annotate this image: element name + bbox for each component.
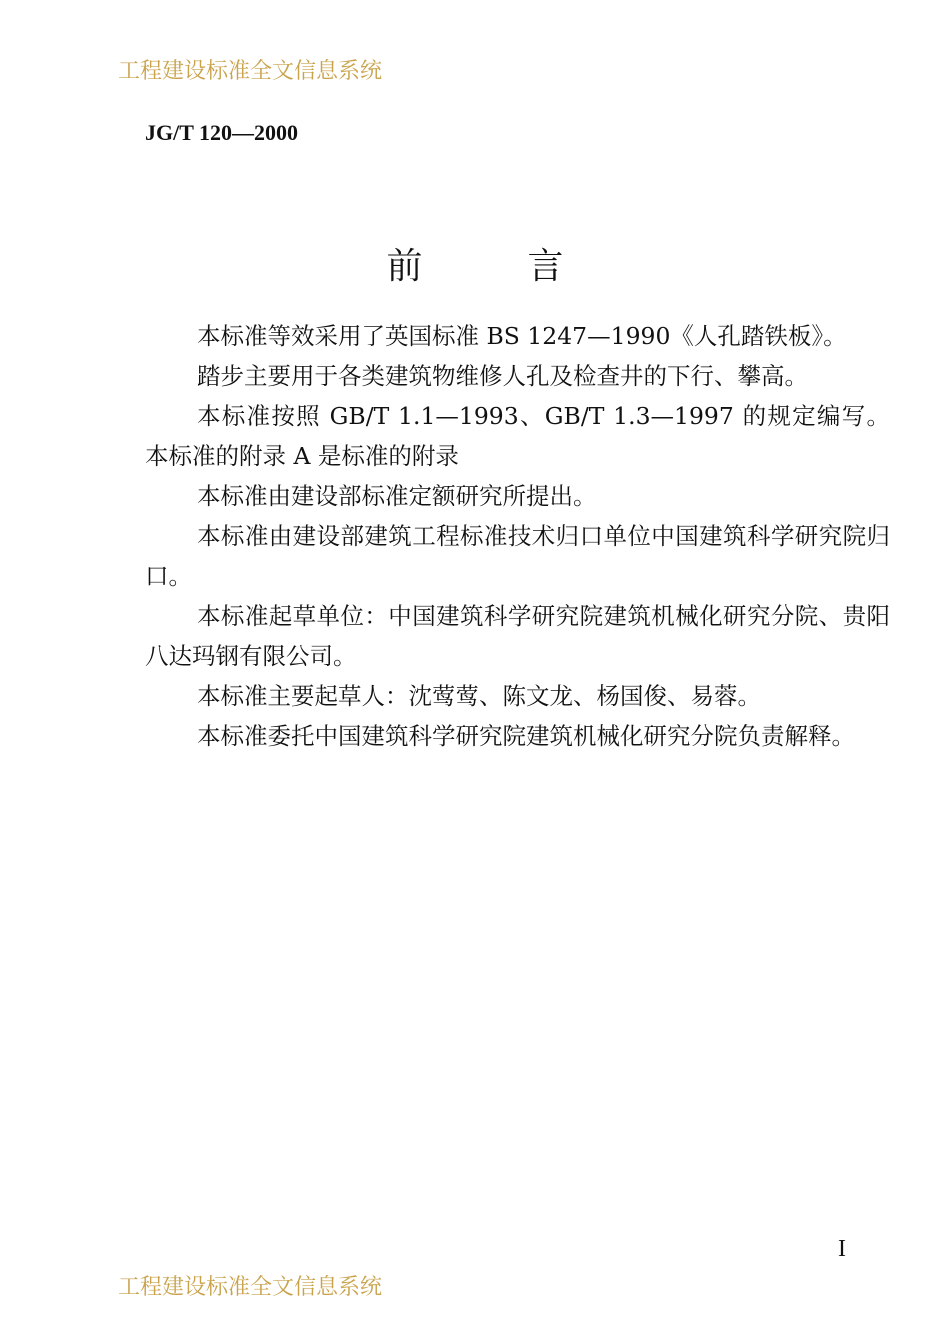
page-number: I xyxy=(838,1236,846,1262)
paragraph: 本标准主要起草人：沈莺莺、陈文龙、杨国俊、易蓉。 xyxy=(197,682,761,710)
title-char-1: 前 xyxy=(386,246,423,287)
preface-body xyxy=(145,316,890,756)
watermark-bottom: 工程建设标准全文信息系统 xyxy=(118,1275,383,1300)
title-char-2: 言 xyxy=(527,246,564,287)
watermark-top: 工程建设标准全文信息系统 xyxy=(118,59,383,84)
paragraph: 本标准按照 GB/T 1.1—1993、GB/T 1.3—1997 的规定编写。本标准的附录 A 是标准的附录 xyxy=(145,402,890,470)
page-title xyxy=(0,238,950,289)
paragraph: 踏步主要用于各类建筑物维修人孔及检查井的下行、攀高。 xyxy=(197,362,808,390)
paragraph: 本标准等效采用了英国标准 BS 1247—1990《人孔踏铁板》。 xyxy=(197,322,847,350)
paragraph: 本标准委托中国建筑科学研究院建筑机械化研究分院负责解释。 xyxy=(197,722,855,750)
paragraph: 本标准由建设部建筑工程标准技术归口单位中国建筑科学研究院归口。 xyxy=(145,522,890,590)
paragraph: 本标准起草单位：中国建筑科学研究院建筑机械化研究分院、贵阳八达玛钢有限公司。 xyxy=(145,602,890,670)
standard-code: JG/T 120—2000 xyxy=(145,120,299,145)
paragraph: 本标准由建设部标准定额研究所提出。 xyxy=(197,482,597,510)
